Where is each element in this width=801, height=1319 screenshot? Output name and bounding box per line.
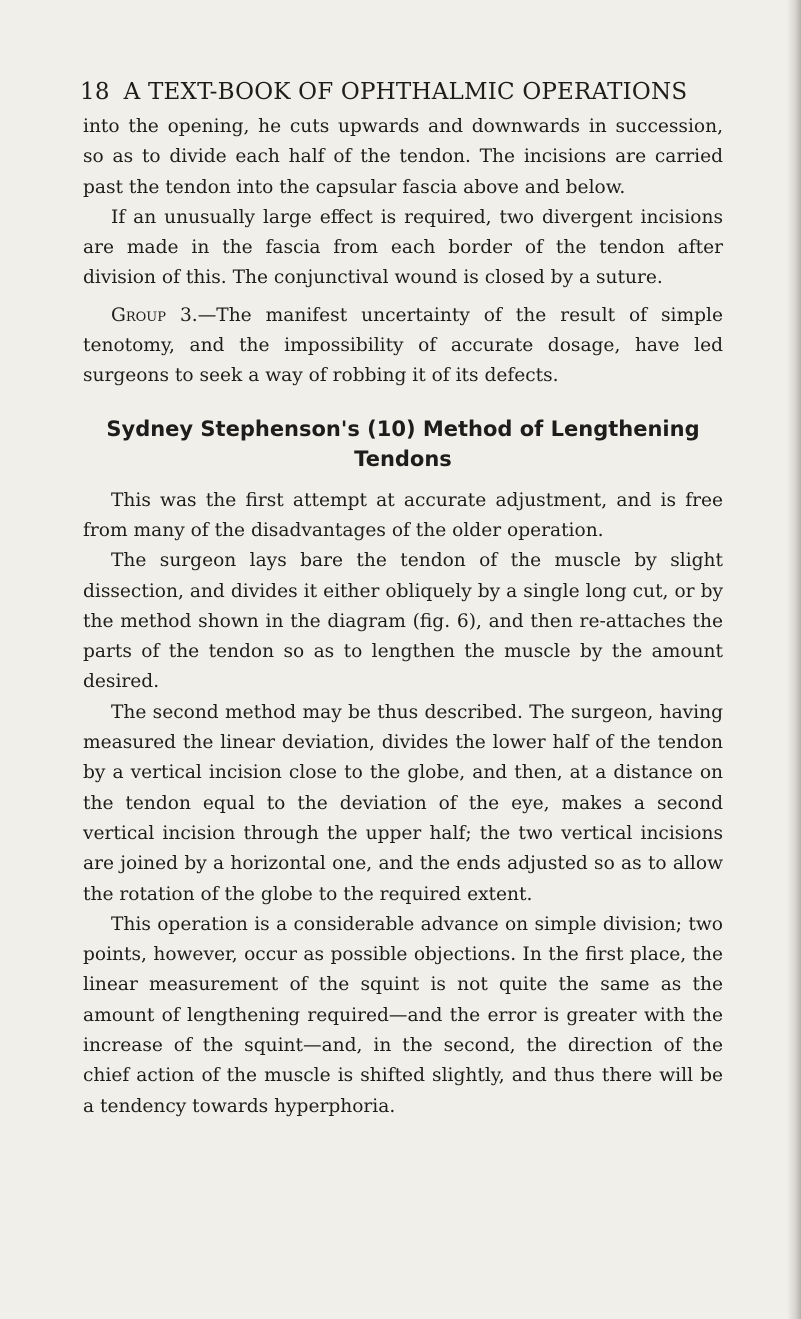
page-number: 18	[80, 79, 110, 105]
running-title: A TEXT-BOOK OF OPHTHALMIC OPERATIONS	[123, 79, 688, 105]
paragraph: This was the first attempt at accurate adjustment, and is free from many of the disadvantages of the older operation.	[83, 489, 723, 541]
group-label: Group 3.	[111, 304, 198, 326]
body-text	[83, 112, 723, 1122]
section-heading	[83, 414, 723, 474]
paragraph: The surgeon lays bare the tendon of the muscle by slight dissection, and divides it either obliquely by a single long cut, or by the method shown in the diagram (fig. 6), and then re-attaches the parts of the tendon so as to lengthen the muscle by the amount desired.	[83, 550, 723, 693]
group-text: —The manifest uncertainty of the result of simple tenotomy, and the impossibility of accurate dosage, have led surgeons to seek a way of robbing it of its defects.	[83, 304, 723, 387]
section-heading-line-2: Tendons	[354, 446, 452, 471]
paragraph: If an unusually large effect is required, two divergent incisions are made in the fascia from each border of the tendon after division of this. The conjunctival wound is closed by a suture.	[83, 206, 723, 289]
paragraph: The second method may be thus described. The surgeon, having measured the linear deviation, divides the lower half of the tendon by a vertical incision close to the globe, and then, at a distance on the tendon equal to the deviation of the eye, makes a second vertical incision through the upper half; the two vertical incisions are joined by a horizontal one, and the ends adjusted so as to allow the rotation of the globe to the required extent.	[83, 701, 723, 905]
section-heading-line-1: Sydney Stephenson's (10) Method of Lengthening	[106, 416, 700, 441]
paragraph: This operation is a considerable advance on simple division; two points, however, occur as possible objections. In the first place, the linear measurement of the squint is not quite the same as the amount of lengthening required—and the error is greater with the increase of the squint—and, in the second, the direction of the chief action of the muscle is shifted slightly, and thus there will be a tendency towards hyperphoria.	[83, 913, 723, 1117]
paragraph-group-3	[83, 301, 723, 392]
running-head	[80, 74, 740, 110]
paragraph-continued: into the opening, he cuts upwards and downwards in succession, so as to divide each half of the tendon. The incisions are carried past the tendon into the capsular fascia above and below.	[83, 116, 723, 198]
page-edge-shadow	[787, 0, 801, 1319]
